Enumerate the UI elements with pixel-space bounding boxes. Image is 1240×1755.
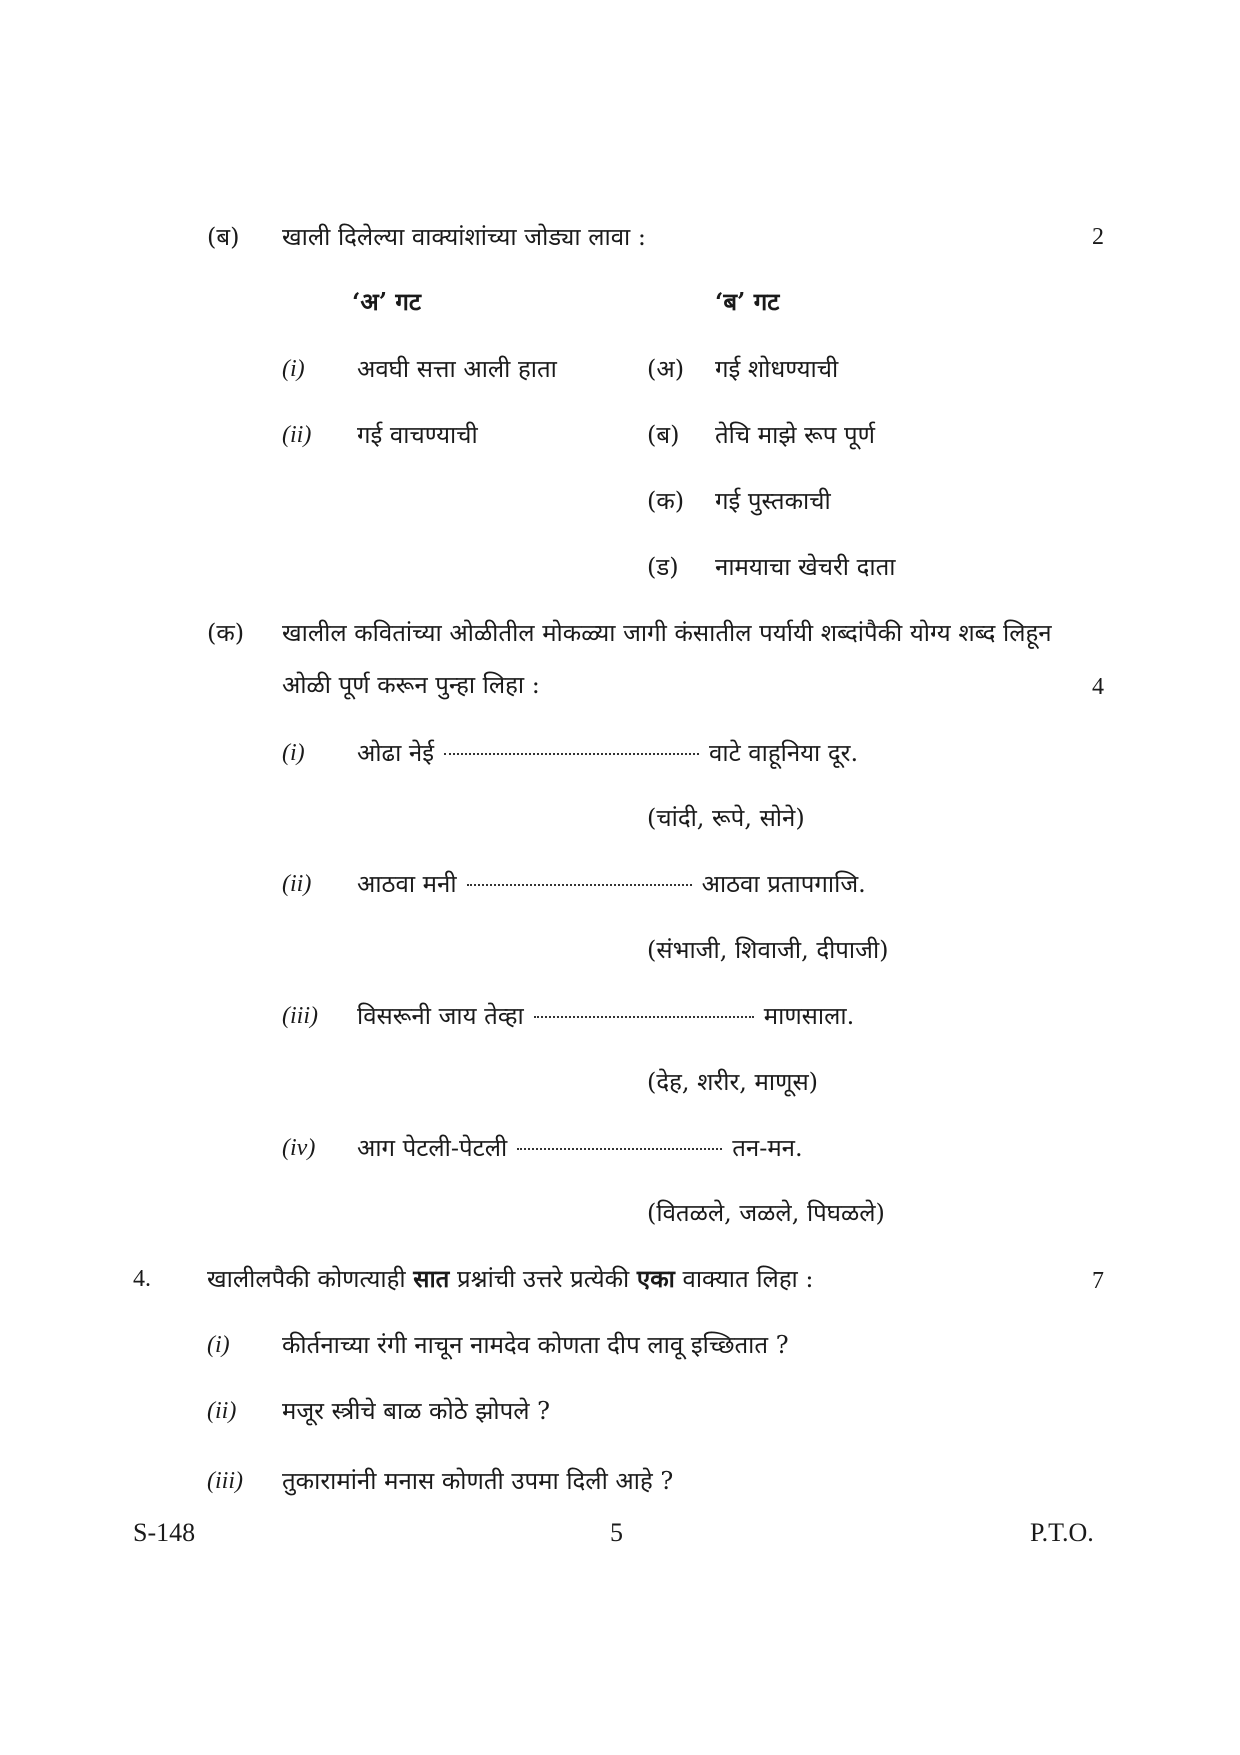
group-b-item-label: (अ): [647, 355, 685, 383]
footer-code: S-148: [133, 1518, 196, 1547]
q4-number: 4.: [133, 1266, 151, 1292]
fill-item-num: (i): [282, 740, 305, 766]
q3b-marks: 2: [1092, 224, 1104, 250]
q3c-label: (क): [207, 619, 245, 647]
group-b-item-text: नामयाचा खेचरी दाता: [715, 553, 896, 581]
fill-item-after: वाटे वाहूनिया दूर.: [709, 739, 859, 767]
q3c-instruction-line2: ओळी पूर्ण करून पुन्हा लिहा :: [282, 671, 540, 699]
fill-item-num: (iv): [282, 1135, 316, 1161]
blank-line: [534, 1016, 754, 1018]
group-a-item-num: (ii): [282, 422, 312, 448]
fill-item-before: आठवा मनी: [357, 870, 457, 898]
q4-item-text: मजूर स्त्रीचे बाळ कोठे झोपले ?: [282, 1397, 551, 1425]
group-a-item-text: अवघी सत्ता आली हाता: [357, 355, 557, 383]
q4-item-text: कीर्तनाच्या रंगी नाचून नामदेव कोणता दीप लावू इच्छितात ?: [282, 1331, 789, 1359]
fill-item-options: (वितळले, जळले, पिघळले): [647, 1199, 885, 1227]
fill-item-num: (ii): [282, 871, 312, 897]
group-b-item-text: तेचि माझे रूप पूर्ण: [715, 421, 875, 449]
fill-item-after: माणसाला.: [763, 1002, 855, 1030]
fill-item-options: (देह, शरीर, माणूस): [647, 1068, 819, 1096]
group-a-item-text: गई वाचण्याची: [357, 421, 478, 449]
blank-line: [467, 884, 692, 886]
fill-item-before: विसरूनी जाय तेव्हा: [357, 1002, 524, 1030]
group-a-title: ‘अ’ गट: [352, 287, 422, 316]
q3b-label: (ब): [207, 223, 240, 251]
group-b-item-text: गई पुस्तकाची: [715, 487, 831, 515]
q4-text-part3: वाक्यात लिहा :: [682, 1265, 814, 1293]
fill-item-line: [357, 869, 866, 899]
group-b-item-text: गई शोधण्याची: [715, 355, 839, 383]
q3c-instruction-line1: खालील कवितांच्या ओळीतील मोकळ्या जागी कंसातील पर्यायी शब्दांपैकी योग्य शब्द लिहून: [282, 619, 1052, 647]
fill-item-line: [357, 1001, 854, 1031]
fill-item-line: [357, 738, 858, 768]
pto-label: P.T.O.: [1030, 1518, 1094, 1547]
page-number: 5: [610, 1518, 623, 1547]
group-b-item-label: (ड): [647, 553, 679, 581]
q4-marks: 7: [1092, 1268, 1104, 1294]
fill-item-options: (चांदी, रूपे, सोने): [647, 804, 805, 832]
blank-line: [444, 753, 699, 755]
fill-item-after: आठवा प्रतापगाजि.: [701, 870, 866, 898]
q4-text-bold2: एका: [636, 1264, 675, 1293]
group-a-item-num: (i): [282, 356, 305, 382]
q4-item-num: (iii): [207, 1468, 243, 1494]
q4-instruction: [207, 1264, 814, 1294]
fill-item-before: ओढा नेई: [357, 739, 435, 767]
group-b-item-label: (ब): [647, 421, 680, 449]
q4-text-bold1: सात: [413, 1264, 450, 1293]
fill-item-num: (iii): [282, 1003, 318, 1029]
q3b-instruction: खाली दिलेल्या वाक्यांशांच्या जोड्या लावा :: [282, 223, 646, 251]
group-b-title: ‘ब’ गट: [715, 287, 780, 316]
q4-text-part2: प्रश्नांची उत्तरे प्रत्येकी: [456, 1265, 630, 1293]
fill-item-line: [357, 1133, 803, 1163]
q4-item-num: (ii): [207, 1398, 237, 1424]
q4-item-text: तुकारामांनी मनास कोणती उपमा दिली आहे ?: [282, 1467, 674, 1495]
q3c-marks: 4: [1092, 674, 1104, 700]
q4-item-num: (i): [207, 1332, 230, 1358]
q4-text-part1: खालीलपैकी कोणत्याही: [207, 1265, 406, 1293]
group-b-item-label: (क): [647, 487, 685, 515]
fill-item-after: तन-मन.: [732, 1134, 803, 1162]
blank-line: [517, 1148, 722, 1150]
fill-item-options: (संभाजी, शिवाजी, दीपाजी): [647, 936, 889, 964]
fill-item-before: आग पेटली-पेटली: [357, 1134, 508, 1162]
